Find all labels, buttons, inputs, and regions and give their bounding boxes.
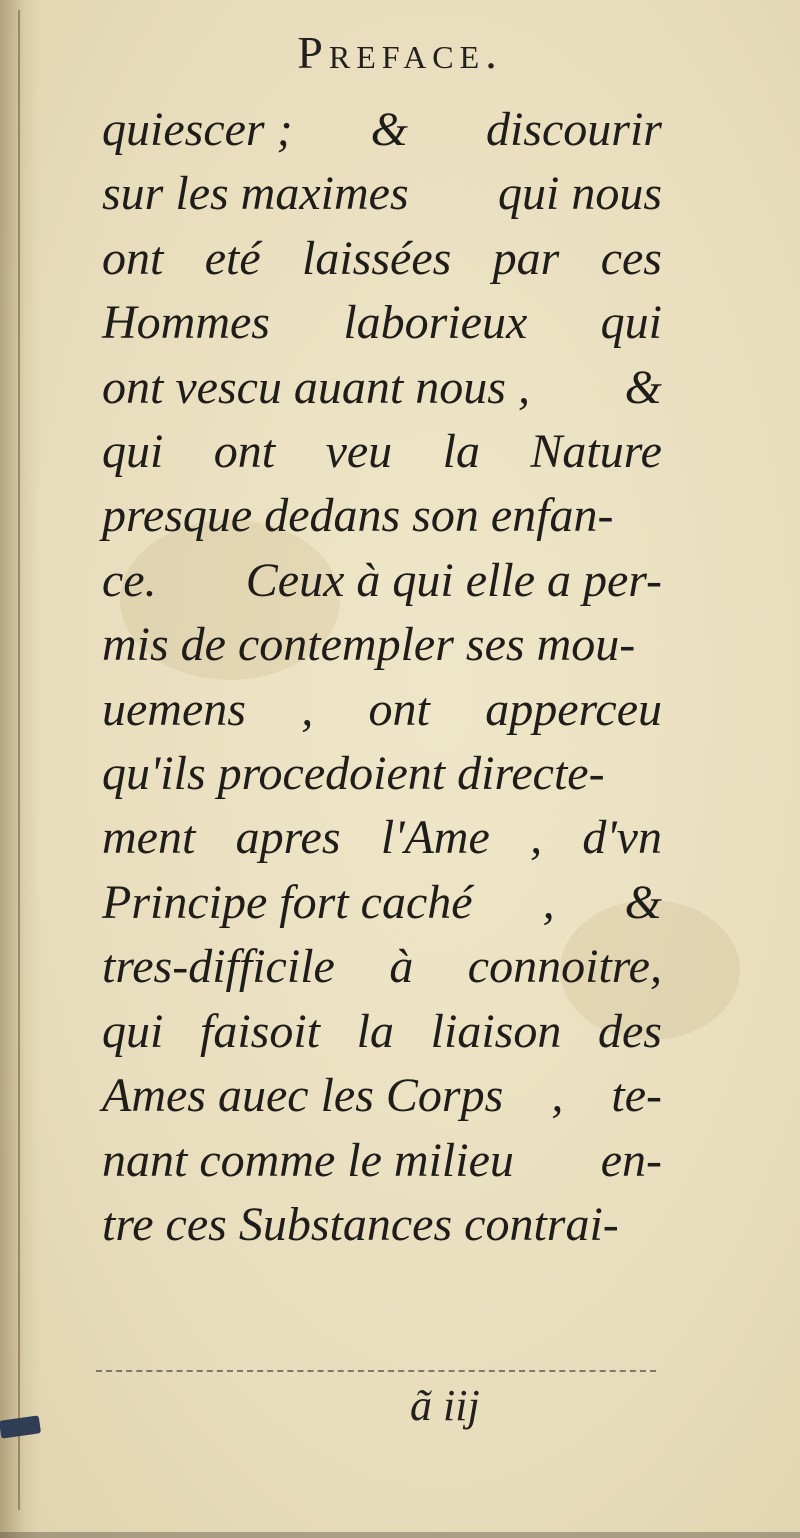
text-segment: ce. bbox=[102, 553, 157, 607]
text-segment: l'Ame bbox=[380, 811, 490, 865]
catchword-rule bbox=[96, 1370, 656, 1372]
text-segment: , bbox=[551, 1069, 564, 1123]
text-segment: eté bbox=[204, 231, 261, 285]
text-segment: ont bbox=[102, 231, 164, 285]
running-header: Preface. bbox=[297, 27, 503, 78]
text-segment: laissées bbox=[301, 231, 452, 285]
text-segment: liaison bbox=[430, 1004, 562, 1058]
text-segment: discourir bbox=[485, 103, 662, 156]
text-segment: des bbox=[597, 1004, 662, 1058]
text-segment: ces bbox=[600, 231, 662, 285]
text-segment: connoitre, bbox=[467, 940, 662, 994]
text-segment: Ames auec les Corps bbox=[102, 1069, 504, 1123]
text-segment: quiescer ; bbox=[102, 103, 293, 156]
text-segment: , bbox=[542, 875, 555, 929]
text-segment: qui bbox=[600, 296, 662, 350]
text-line bbox=[102, 1064, 662, 1128]
text-segment: tre ces Substances contrai- bbox=[102, 1197, 619, 1251]
text-line bbox=[102, 935, 662, 999]
text-line bbox=[102, 291, 662, 355]
text-line bbox=[102, 356, 662, 420]
text-segment: ont bbox=[368, 682, 430, 736]
text-line bbox=[102, 227, 662, 291]
text-segment: , bbox=[301, 682, 314, 736]
signature-mark: ã iij bbox=[410, 1381, 480, 1430]
text-segment: & bbox=[624, 360, 662, 414]
text-segment: en- bbox=[600, 1133, 662, 1187]
text-line bbox=[102, 162, 662, 226]
text-line bbox=[102, 871, 662, 935]
text-segment: te- bbox=[611, 1069, 662, 1123]
text-segment: qu'ils procedoient directe- bbox=[102, 747, 605, 801]
text-segment: tres-difficile bbox=[102, 940, 335, 994]
text-segment: qui bbox=[102, 1004, 164, 1058]
text-segment: Ceux à qui elle a per- bbox=[245, 553, 662, 607]
text-line bbox=[102, 678, 662, 742]
binding-gutter bbox=[0, 0, 40, 1538]
text-segment: & bbox=[624, 875, 662, 929]
text-segment: uemens bbox=[102, 682, 246, 736]
page-bottom-edge bbox=[0, 1532, 800, 1538]
text-segment: par bbox=[492, 231, 560, 285]
text-segment: d'vn bbox=[582, 811, 662, 865]
text-segment: veu bbox=[325, 425, 393, 479]
text-line bbox=[102, 420, 662, 484]
text-line bbox=[102, 1193, 662, 1257]
text-segment: ont vescu auant nous , bbox=[102, 360, 530, 414]
text-line bbox=[102, 613, 662, 677]
text-line bbox=[102, 1129, 662, 1193]
text-segment: apperceu bbox=[485, 682, 662, 736]
text-segment: la bbox=[442, 425, 480, 479]
body-text bbox=[102, 98, 662, 1257]
text-segment: qui bbox=[102, 425, 164, 479]
text-line bbox=[102, 806, 662, 870]
text-segment: , bbox=[530, 811, 543, 865]
text-segment: presque dedans son enfan- bbox=[102, 489, 614, 543]
text-segment: nant comme le milieu bbox=[102, 1133, 514, 1187]
binding-fold-line bbox=[18, 10, 20, 1510]
text-segment: Principe fort caché bbox=[102, 875, 473, 929]
text-line bbox=[102, 742, 662, 806]
text-segment: laborieux bbox=[343, 296, 528, 350]
text-segment: apres bbox=[235, 811, 341, 865]
text-segment: qui nous bbox=[497, 167, 662, 221]
text-segment: Hommes bbox=[102, 296, 270, 350]
text-line bbox=[102, 484, 662, 548]
text-segment: à bbox=[389, 940, 414, 994]
text-line bbox=[102, 549, 662, 613]
text-segment: faisoit bbox=[199, 1004, 321, 1058]
text-segment: mis de contempler ses mou- bbox=[102, 618, 636, 672]
text-segment: & bbox=[370, 103, 408, 156]
text-line bbox=[102, 98, 662, 162]
text-segment: la bbox=[356, 1004, 394, 1058]
text-segment: ment bbox=[102, 811, 196, 865]
text-segment: Nature bbox=[530, 425, 662, 479]
text-line bbox=[102, 1000, 662, 1064]
text-segment: ont bbox=[213, 425, 276, 479]
text-segment: sur les maximes bbox=[102, 167, 409, 221]
